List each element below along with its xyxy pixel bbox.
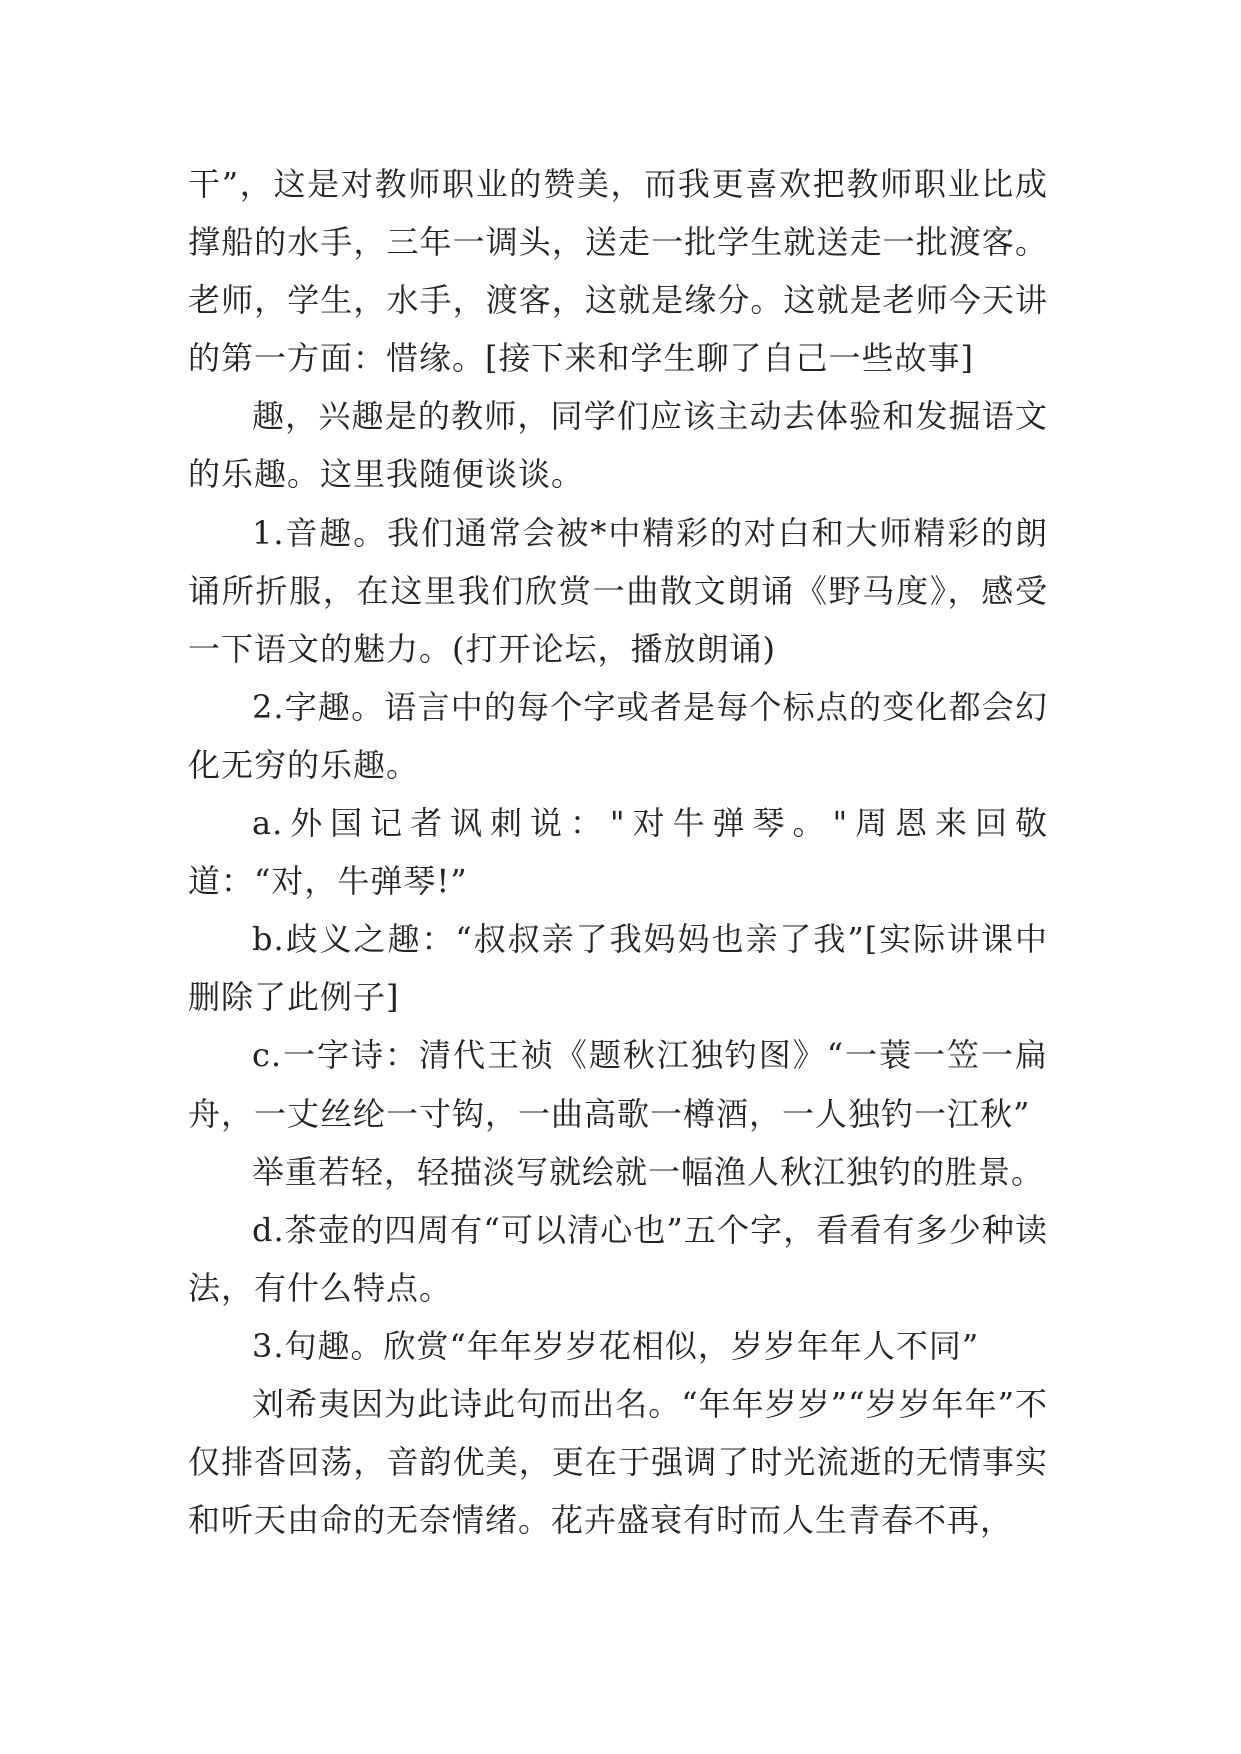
paragraph-interest-intro: 趣，兴趣是的教师，同学们应该主动去体验和发掘语文的乐趣。这里我随便谈谈。 [188, 397, 1048, 494]
paragraph-word-interest: 2.字趣。语言中的每个字或者是每个标点的变化都会幻化无穷的乐趣。 [188, 687, 1048, 784]
paragraph-example-a: a.外国记者讽刺说："对牛弹琴。"周恩来回敬道：“对，牛弹琴!” [188, 804, 1048, 901]
paragraph-cherish-fate: 干”，这是对教师职业的赞美，而我更喜欢把教师职业比成撑船的水手，三年一调头，送走一批学生就送走一批渡客。老师，学生，水手，渡客，这就是缘分。这就是老师今天讲的第一方面：惜缘。[接下来和学生聊了自己一些故事] [188, 165, 1048, 378]
paragraph-sound-interest: 1.音趣。我们通常会被*中精彩的对白和大师精彩的朗诵所折服，在这里我们欣赏一曲散文朗诵《野马度》，感受一下语文的魅力。(打开论坛，播放朗诵) [188, 513, 1048, 668]
document-body [188, 155, 1048, 1549]
paragraph-liu-xiyi: 刘希夷因为此诗此句而出名。“年年岁岁”“岁岁年年”不仅排沓回荡，音韵优美，更在于强调了时光流逝的无情事实和听天由命的无奈情绪。花卉盛衰有时而人生青春不再， [188, 1384, 1048, 1540]
paragraph-example-b: b.歧义之趣：“叔叔亲了我妈妈也亲了我”[实际讲课中删除了此例子] [188, 920, 1048, 1017]
paragraph-example-c-comment: 举重若轻，轻描淡写就绘就一幅渔人秋江独钓的胜景。 [252, 1152, 1045, 1191]
paragraph-sentence-interest: 3.句趣。欣赏“年年岁岁花相似，岁岁年年人不同” [252, 1326, 980, 1365]
paragraph-example-c: c.一字诗：清代王祯《题秋江独钓图》“一蓑一笠一扁舟，一丈丝纶一寸钩，一曲高歌一樽酒，一人独钓一江秋” [188, 1036, 1048, 1133]
paragraph-example-d: d.茶壶的四周有“可以清心也”五个字，看看有多少种读法，有什么特点。 [188, 1210, 1048, 1307]
